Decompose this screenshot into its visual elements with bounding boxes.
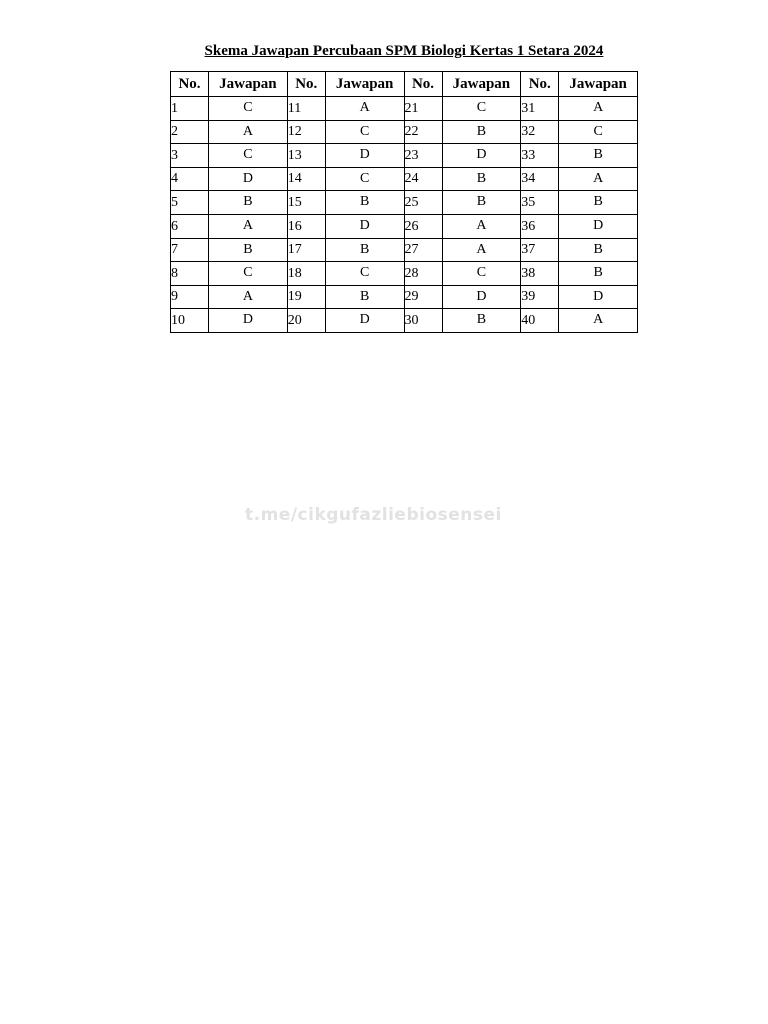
table-row: [171, 214, 638, 238]
question-number: 24: [404, 167, 442, 191]
answer-cell: B: [325, 191, 404, 215]
question-number: 2: [171, 120, 209, 144]
header-answer: Jawapan: [209, 72, 288, 97]
answer-cell: B: [559, 262, 638, 286]
question-number: 8: [171, 262, 209, 286]
question-number: 1: [171, 97, 209, 121]
header-no: No.: [521, 72, 559, 97]
answer-cell: D: [209, 309, 288, 333]
header-no: No.: [287, 72, 325, 97]
question-number: 27: [404, 238, 442, 262]
answer-cell: B: [442, 309, 521, 333]
question-number: 3: [171, 144, 209, 168]
question-number: 22: [404, 120, 442, 144]
answer-cell: A: [442, 238, 521, 262]
answer-cell: A: [325, 97, 404, 121]
table-row: [171, 167, 638, 191]
watermark-text: t.me/cikgufazliebiosensei: [245, 505, 502, 525]
answer-cell: B: [325, 285, 404, 309]
question-number: 37: [521, 238, 559, 262]
table-row: [171, 262, 638, 286]
question-number: 12: [287, 120, 325, 144]
header-answer: Jawapan: [442, 72, 521, 97]
table-row: [171, 238, 638, 262]
question-number: 32: [521, 120, 559, 144]
question-number: 35: [521, 191, 559, 215]
header-no: No.: [404, 72, 442, 97]
question-number: 30: [404, 309, 442, 333]
answer-cell: A: [209, 285, 288, 309]
header-no: No.: [171, 72, 209, 97]
answer-cell: B: [325, 238, 404, 262]
answer-cell: D: [209, 167, 288, 191]
answer-cell: D: [325, 309, 404, 333]
answer-cell: D: [325, 214, 404, 238]
answer-cell: B: [209, 191, 288, 215]
question-number: 33: [521, 144, 559, 168]
answer-cell: C: [325, 120, 404, 144]
header-answer: Jawapan: [325, 72, 404, 97]
question-number: 40: [521, 309, 559, 333]
question-number: 26: [404, 214, 442, 238]
question-number: 29: [404, 285, 442, 309]
table-row: [171, 97, 638, 121]
table-row: [171, 285, 638, 309]
table-row: [171, 144, 638, 168]
answer-cell: A: [209, 214, 288, 238]
question-number: 36: [521, 214, 559, 238]
answer-cell: C: [442, 262, 521, 286]
answer-cell: A: [559, 97, 638, 121]
answer-cell: B: [209, 238, 288, 262]
header-answer: Jawapan: [559, 72, 638, 97]
table-row: [171, 120, 638, 144]
question-number: 13: [287, 144, 325, 168]
answer-cell: B: [559, 238, 638, 262]
question-number: 4: [171, 167, 209, 191]
answer-cell: B: [442, 120, 521, 144]
answer-cell: B: [442, 191, 521, 215]
question-number: 11: [287, 97, 325, 121]
table-row: [171, 309, 638, 333]
answer-cell: C: [325, 262, 404, 286]
question-number: 28: [404, 262, 442, 286]
question-number: 39: [521, 285, 559, 309]
question-number: 19: [287, 285, 325, 309]
answer-cell: A: [559, 309, 638, 333]
question-number: 16: [287, 214, 325, 238]
question-number: 20: [287, 309, 325, 333]
table-row: [171, 191, 638, 215]
answer-cell: C: [209, 144, 288, 168]
answer-cell: C: [325, 167, 404, 191]
question-number: 31: [521, 97, 559, 121]
question-number: 9: [171, 285, 209, 309]
question-number: 6: [171, 214, 209, 238]
question-number: 7: [171, 238, 209, 262]
answer-cell: B: [442, 167, 521, 191]
table-header-row: [171, 72, 638, 97]
answer-cell: B: [559, 191, 638, 215]
answer-cell: C: [209, 97, 288, 121]
answer-cell: D: [559, 285, 638, 309]
answer-cell: C: [209, 262, 288, 286]
question-number: 14: [287, 167, 325, 191]
question-number: 15: [287, 191, 325, 215]
answer-cell: B: [559, 144, 638, 168]
question-number: 34: [521, 167, 559, 191]
question-number: 18: [287, 262, 325, 286]
page-title: Skema Jawapan Percubaan SPM Biologi Kertas 1 Setara 2024: [204, 43, 604, 59]
answer-cell: D: [442, 144, 521, 168]
question-number: 25: [404, 191, 442, 215]
question-number: 10: [171, 309, 209, 333]
answer-cell: A: [559, 167, 638, 191]
answer-table: [170, 71, 638, 333]
answer-cell: D: [325, 144, 404, 168]
answer-cell: D: [442, 285, 521, 309]
answer-table-body: [171, 97, 638, 333]
answer-cell: A: [209, 120, 288, 144]
question-number: 5: [171, 191, 209, 215]
answer-cell: C: [559, 120, 638, 144]
question-number: 38: [521, 262, 559, 286]
question-number: 23: [404, 144, 442, 168]
answer-cell: C: [442, 97, 521, 121]
answer-cell: A: [442, 214, 521, 238]
question-number: 17: [287, 238, 325, 262]
answer-cell: D: [559, 214, 638, 238]
question-number: 21: [404, 97, 442, 121]
